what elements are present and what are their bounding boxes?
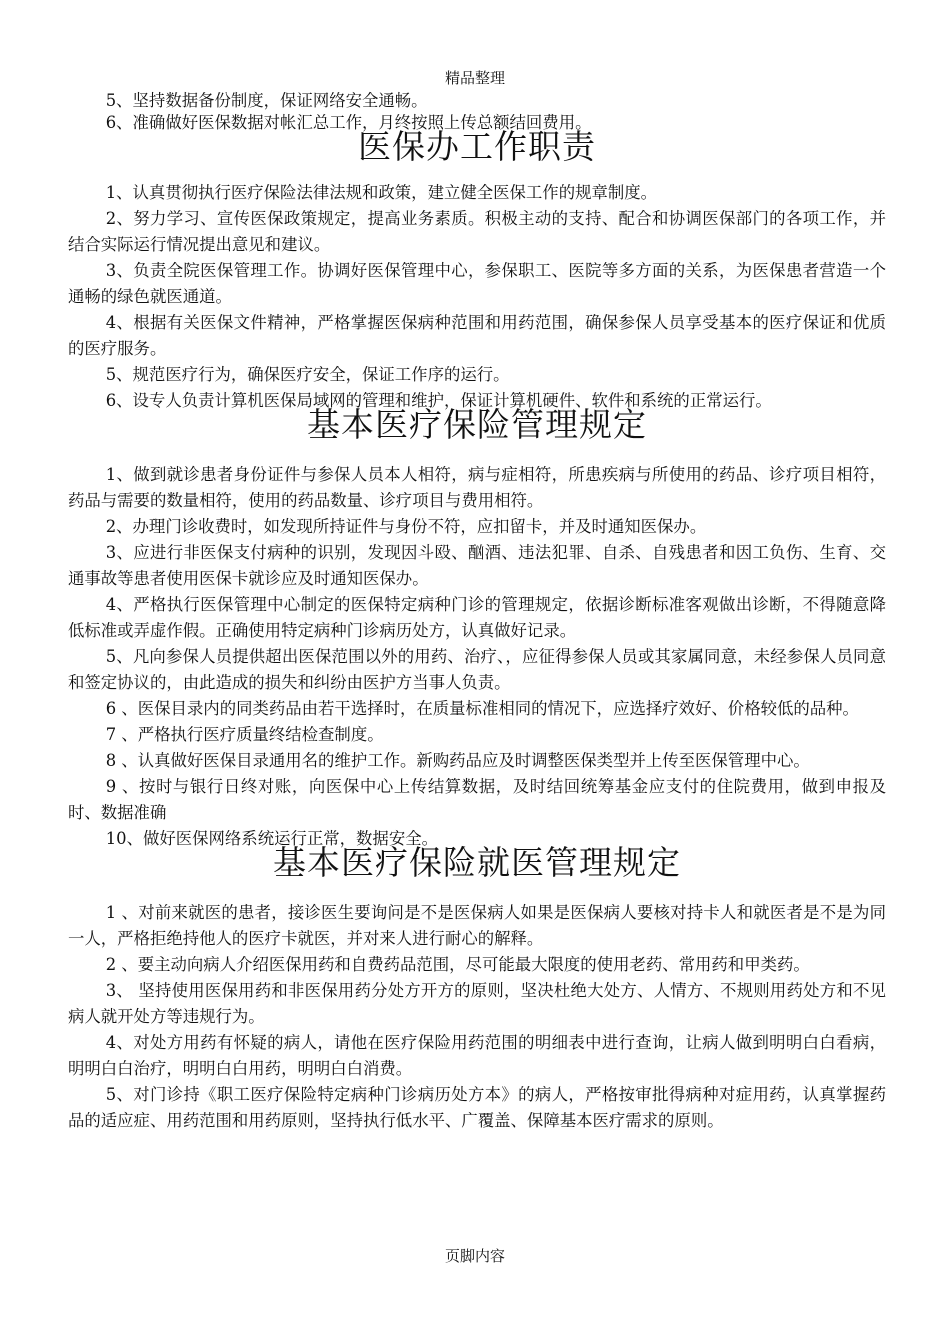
section1-item: 3、负责全院医保管理工作。协调好医保管理中心，参保职工、医院等多方面的关系，为医保患者营造一个通畅的绿色就医通道。 <box>68 261 886 306</box>
intro-item: 6、准确做好医保数据对帐汇总工作，月终按照上传总额结回费用。 <box>105 113 592 132</box>
document-body <box>68 90 886 1134</box>
section2-item: 7 、严格执行医疗质量终结检查制度。 <box>105 725 384 744</box>
section3-item: 3、 坚持使用医保用药和非医保用药分处方开方的原则，坚决杜绝大处方、人情方、不规则用药处方和不见病人就开处方等违规行为。 <box>68 981 886 1026</box>
section2-item: 6 、医保目录内的同类药品由若干选择时，在质量标准相同的情况下，应选择疗效好、价格较低的品种。 <box>105 699 859 718</box>
section-title-basic-insurance-management: 基本医疗保险管理规定 <box>307 405 647 444</box>
page-footer: 页脚内容 <box>444 1247 505 1265</box>
section2-item: 5、凡向参保人员提供超出医保范围以外的用药、治疗、，应征得参保人员或其家属同意，未经参保人员同意和签定协议的，由此造成的损失和纠纷由医护方当事人负责。 <box>68 647 886 692</box>
page-header: 精品整理 <box>444 69 505 87</box>
section1-item: 4、根据有关医保文件精神，严格掌握医保病种范围和用药范围，确保参保人员享受基本的医疗保证和优质的医疗服务。 <box>68 313 886 358</box>
section2-item: 1、做到就诊患者身份证件与参保人员本人相符，病与症相符，所患疾病与所使用的药品、诊疗项目相符，药品与需要的数量相符，使用的药品数量、诊疗项目与费用相符。 <box>68 465 886 510</box>
section2-item: 8 、认真做好医保目录通用名的维护工作。新购药品应及时调整医保类型并上传至医保管理中心。 <box>105 751 810 770</box>
section3-item: 4、对处方用药有怀疑的病人，请他在医疗保险用药范围的明细表中进行查询，让病人做到明明白白看病，明明白白治疗，明明白白用药，明明白白消费。 <box>68 1033 886 1078</box>
section2-item: 4、严格执行医保管理中心制定的医保特定病种门诊的管理规定，依据诊断标准客观做出诊断，不得随意降低标准或弄虚作假。正确使用特定病种门诊病历处方，认真做好记录。 <box>68 595 886 640</box>
section2-item: 9 、按时与银行日终对账，向医保中心上传结算数据，及时结回统筹基金应支付的住院费用，做到申报及时、数据准确 <box>68 777 886 822</box>
section-title-basic-insurance-medical-treatment: 基本医疗保险就医管理规定 <box>273 843 681 882</box>
section2-item: 2、办理门诊收费时，如发现所持证件与身份不符，应扣留卡，并及时通知医保办。 <box>105 517 707 536</box>
section1-item: 6、设专人负责计算机医保局域网的管理和维护，保证计算机硬件、软件和系统的正常运行。 <box>105 391 772 410</box>
section-title-medical-insurance-office-duties: 医保办工作职责 <box>358 127 596 166</box>
section3-item: 5、对门诊持《职工医疗保险特定病种门诊病历处方本》的病人，严格按审批得病种对症用药，认真掌握药品的适应症、用药范围和用药原则，坚持执行低水平、广覆盖、保障基本医疗需求的原则。 <box>68 1085 886 1130</box>
section3-item: 2 、要主动向病人介绍医保用药和自费药品范围，尽可能最大限度的使用老药、常用药和甲类药。 <box>105 955 810 974</box>
section3-item: 1 、对前来就医的患者，接诊医生要询问是不是医保病人如果是医保病人要核对持卡人和就医者是不是为同一人，严格拒绝持他人的医疗卡就医，并对来人进行耐心的解释。 <box>68 903 886 948</box>
section1-item: 1、认真贯彻执行医疗保险法律法规和政策，建立健全医保工作的规章制度。 <box>105 183 658 202</box>
intro-item: 5、坚持数据备份制度，保证网络安全通畅。 <box>105 91 428 110</box>
section2-item: 3、应进行非医保支付病种的识别，发现因斗殴、酗酒、违法犯罪、自杀、自残患者和因工负伤、生育、交通事故等患者使用医保卡就诊应及时通知医保办。 <box>68 543 886 588</box>
section1-item: 5、规范医疗行为，确保医疗安全，保证工作序的运行。 <box>105 365 510 384</box>
section2-item: 10、做好医保网络系统运行正常，数据安全。 <box>105 829 438 848</box>
section1-item: 2、努力学习、宣传医保政策规定，提高业务素质。积极主动的支持、配合和协调医保部门的各项工作，并结合实际运行情况提出意见和建议。 <box>68 209 886 254</box>
